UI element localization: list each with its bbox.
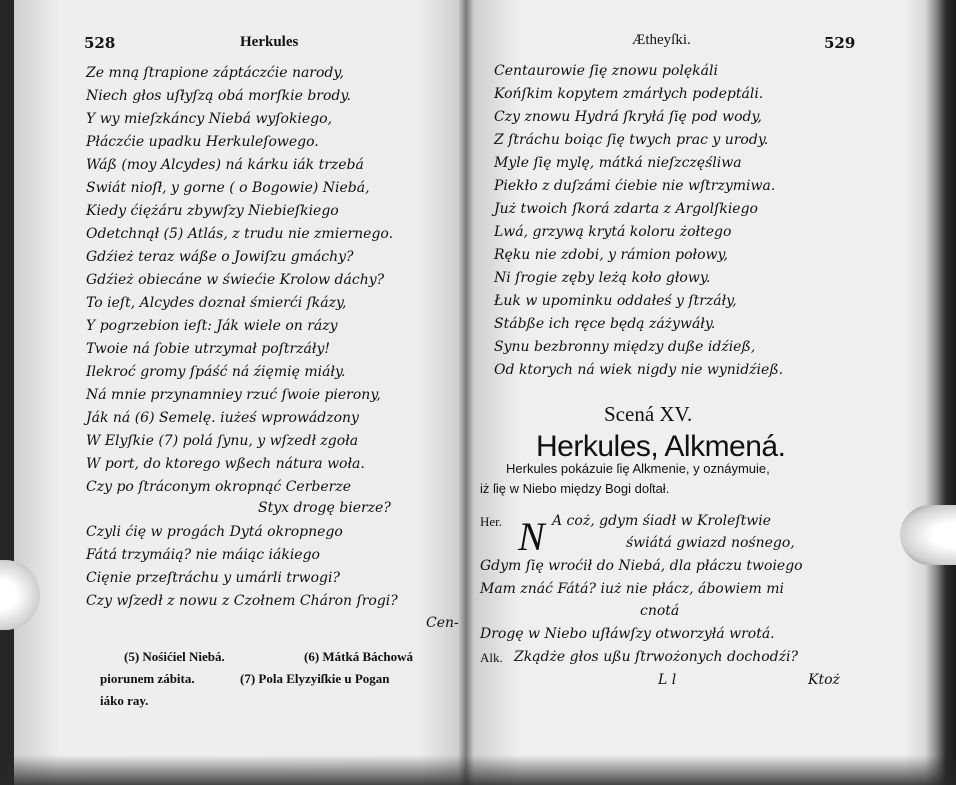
verse-line: Zkądże głos ußu ſtrwożonych dochodźi? xyxy=(514,649,798,665)
verse-line: cnotá xyxy=(640,603,680,619)
left-edge-shadow xyxy=(0,0,14,785)
verse-line: Ni ſrogie zęby leżą koło głowy. xyxy=(494,270,711,286)
speaker-label: Her. xyxy=(480,514,503,529)
verse-line: Twoie ná ſobie utrzymał poſtrzáły! xyxy=(86,341,330,357)
verse-line: Już twoich ſkorá zdarta z Argolſkiego xyxy=(494,201,758,217)
footnote: (5) Nośićiel Niebá. xyxy=(124,649,225,664)
verse-line: Ilekroć gromy ſpáść ná źięmię miáły. xyxy=(86,364,346,380)
verse-line: Drogę w Niebo uſłáwſzy otworzyłá wrotá. xyxy=(480,626,775,642)
verse-line: Mam znáć Fátá? iuż nie płácz, ábowiem mi xyxy=(480,581,784,597)
verse-line: Ręku nie zdobi, y rámion połowy, xyxy=(494,247,729,263)
verse-line: Styx drogę bierze? xyxy=(258,500,391,516)
verse-line: Końſkim kopytem zmárłych podeptáli. xyxy=(494,86,764,102)
verse-line: Cięnie przeſtráchu y umárli trwogi? xyxy=(86,570,340,586)
page-curl-right xyxy=(900,505,956,565)
verse-line: Czyli ćię w progách Dytá okropnego xyxy=(86,524,343,540)
verse-line: Wáß (moy Alcydes) ná kárku iák trzebá xyxy=(86,157,364,173)
left-page xyxy=(60,20,460,740)
speaker-label: Alk. xyxy=(480,650,503,665)
footnote: (7) Pola Elyzyiſkie u Pogan xyxy=(240,671,390,686)
catchword-left: Cen- xyxy=(426,615,459,631)
page-number-right: 529 xyxy=(824,34,856,52)
running-head-left: Herkules xyxy=(240,34,299,50)
scene-label: Scená XV. xyxy=(604,402,693,426)
stage-direction: Herkules pokázuie ſię Alkmenie, y oznáymuie, xyxy=(506,461,770,476)
drop-initial: N xyxy=(518,514,545,559)
verse-line: Gdym ſię wroćił do Niebá, dla płáczu twoiego xyxy=(480,558,803,574)
verse-line: Odetchnął (5) Atlás, z trudu nie zmiernego. xyxy=(86,226,394,242)
catchword-right: Ktoż xyxy=(808,672,840,688)
verse-line: Synu bezbronny między duße idźieß, xyxy=(494,339,756,355)
verse-line: świátá gwiazd nośnego, xyxy=(626,535,795,551)
verse-line: Kiedy ćiężáru zbywſzy Niebieſkiego xyxy=(86,203,339,219)
verse-line: Czy wſzedł z nowu z Czołnem Cháron ſrogi? xyxy=(86,593,398,609)
verse-line: W port, do ktorego wßech nátura woła. xyxy=(86,456,365,472)
verse-line: Stábße ich ręce będą záżywáły. xyxy=(494,316,716,332)
verse-line: Płáczćie upadku Herkuleſowego. xyxy=(86,134,319,150)
footnote: iáko ray. xyxy=(100,693,149,708)
verse-line: Fátá trzymáią? nie máiąc iákiego xyxy=(86,547,320,563)
footnote: (6) Mátká Báchowá xyxy=(304,649,414,664)
verse-line: Łuk w upominku oddałeś y ſtrzáły, xyxy=(494,293,737,309)
verse-line: Swiát nioſł, y gorne ( o Bogowie) Niebá, xyxy=(86,180,370,196)
scene-title: Herkules, Alkmená. xyxy=(536,430,786,463)
verse-line: W Elyſkie (7) polá ſynu, y wſzedł zgoła xyxy=(86,433,359,449)
verse-line: Ják ná (6) Semelę. iużeś wprowádzony xyxy=(86,410,359,426)
verse-line: Lwá, grzywą krytá koloru żołtego xyxy=(494,224,732,240)
running-head-right: Ætheyſki. xyxy=(632,32,691,48)
page-curl-left xyxy=(0,560,40,630)
bottom-shadow xyxy=(0,755,956,785)
verse-line: Centaurowie ſię znowu polękáli xyxy=(494,63,718,79)
verse-line: Gdźież teraz wáße o Jowiſzu gmáchy? xyxy=(86,249,354,265)
verse-line: Y pogrzebion ieſt: Ják wiele on rázy xyxy=(86,318,338,334)
page-number-left: 528 xyxy=(84,34,116,52)
verse-line: Czy po ſtráconym okropnąć Cerberze xyxy=(86,479,351,495)
verse-line: Ze mną ſtrapione záptáczćie narody, xyxy=(86,65,344,81)
verse-line: Myle ſię mylę, mátká nieſzczęśliwa xyxy=(494,155,742,171)
right-page xyxy=(480,20,860,740)
verse-line: Piekło z duſzámi ćiebie nie wſtrzymiwa. xyxy=(494,178,776,194)
verse-line: Od ktorych ná wiek nigdy nie wynidźieß. xyxy=(494,362,784,378)
verse-line: Niech głos uſłyſzą obá morſkie brody. xyxy=(86,88,351,104)
verse-line: Gdźież obiecáne w świećie Krolow dáchy? xyxy=(86,272,385,288)
footnote: piorunem zábita. xyxy=(100,671,195,686)
stage-direction: iż ſię w Niebo między Bogi doſtał. xyxy=(480,481,670,496)
verse-line: Z ſtráchu boiąc ſię twych prac y urody. xyxy=(494,132,769,148)
verse-line: Ná mnie przynamniey rzuć ſwoie pierony, xyxy=(86,387,381,403)
verse-line: To ieſt, Alcydes doznał śmierći ſkázy, xyxy=(86,295,347,311)
verse-line: Czy znowu Hydrá ſkryłá ſię pod wody, xyxy=(494,109,762,125)
verse-line: Y wy mieſzkáncy Niebá wyſokiego, xyxy=(86,111,333,127)
signature-mark: L l xyxy=(658,672,677,688)
verse-line: A coż, gdym śiadł w Kroleſtwie xyxy=(552,513,771,529)
